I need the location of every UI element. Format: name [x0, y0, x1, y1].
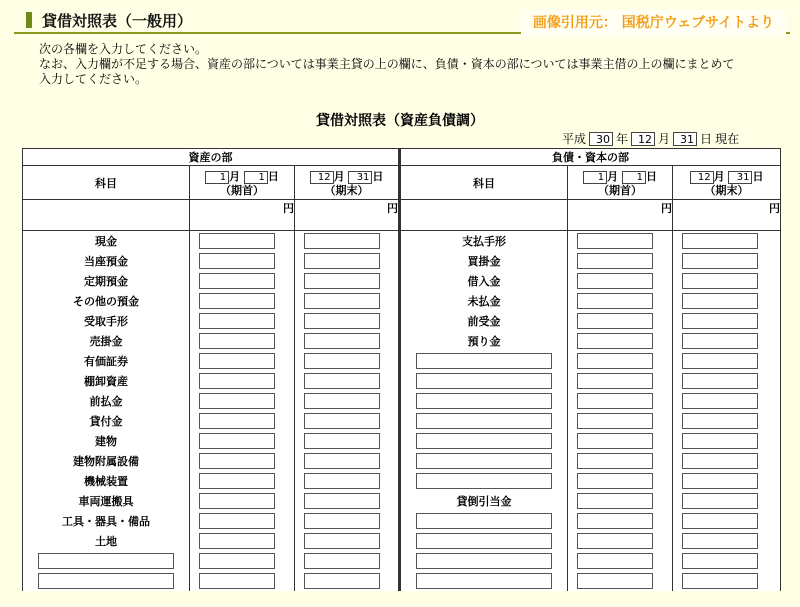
liability-end-amount-input[interactable] — [682, 433, 758, 449]
asset-start-amount-input[interactable] — [199, 453, 275, 469]
report-date — [562, 130, 739, 147]
asset-item-label: 工具・器具・備品 — [23, 511, 190, 531]
liability-item-label: 未払金 — [400, 291, 568, 311]
liability-end-amount-input[interactable] — [682, 333, 758, 349]
asset-end-amount-input[interactable] — [304, 353, 380, 369]
liability-end-amount-input[interactable] — [682, 353, 758, 369]
start-month-unit: 月 — [229, 169, 241, 183]
liability-start-amount-input[interactable] — [577, 233, 653, 249]
liability-item-name-input[interactable] — [416, 393, 552, 409]
table-row — [23, 371, 781, 391]
liability-item-name-cell — [400, 511, 568, 531]
end-month-unit: 月 — [333, 169, 345, 183]
assets-end-month-field[interactable]: 12 — [310, 171, 334, 184]
table-row — [23, 231, 781, 252]
asset-start-amount-input[interactable] — [199, 313, 275, 329]
liabilities-end-day-field[interactable]: 31 — [728, 171, 752, 184]
liability-end-amount-input[interactable] — [682, 493, 758, 509]
liability-end-amount-input[interactable] — [682, 473, 758, 489]
period-start-label: （期首） — [598, 183, 643, 197]
table-row — [23, 391, 781, 411]
asset-end-amount-input[interactable] — [304, 513, 380, 529]
balance-sheet-caption: 貸借対照表（資産負債調） — [316, 113, 484, 129]
liability-end-amount-input[interactable] — [682, 413, 758, 429]
liability-item-name-cell — [400, 391, 568, 411]
asset-start-amount-input[interactable] — [199, 513, 275, 529]
assets-start-header — [190, 166, 295, 200]
asset-end-amount-input[interactable] — [304, 493, 380, 509]
asset-start-amount-input[interactable] — [199, 353, 275, 369]
liability-start-amount-input[interactable] — [577, 453, 653, 469]
liability-item-name-cell — [400, 431, 568, 451]
asset-start-amount-input[interactable] — [199, 473, 275, 489]
liability-end-amount-input[interactable] — [682, 293, 758, 309]
liability-end-amount-input[interactable] — [682, 253, 758, 269]
instruction-line-1: 次の各欄を入力してください。 — [39, 42, 208, 56]
era-label: 平成 — [562, 132, 587, 146]
asset-start-amount-input[interactable] — [199, 333, 275, 349]
end-day-unit: 日 — [372, 169, 384, 183]
liability-item-name-input[interactable] — [416, 433, 552, 449]
asset-start-amount-input[interactable] — [199, 273, 275, 289]
end-day-unit: 日 — [752, 169, 764, 183]
asset-end-amount-input[interactable] — [304, 373, 380, 389]
liability-item-name-input[interactable] — [416, 453, 552, 469]
assets-start-month-field[interactable]: 1 — [205, 171, 229, 184]
report-year-field[interactable]: 30 — [589, 132, 613, 146]
asset-end-amount-input[interactable] — [304, 473, 380, 489]
asset-item-label: 前払金 — [23, 391, 190, 411]
liability-start-amount-input[interactable] — [577, 513, 653, 529]
table-row — [23, 451, 781, 471]
year-unit: 年 — [616, 132, 629, 146]
asset-start-amount-input[interactable] — [199, 293, 275, 309]
liability-item-name-input[interactable] — [416, 513, 552, 529]
asset-end-amount-input[interactable] — [304, 453, 380, 469]
period-end-label: （期末） — [324, 183, 369, 197]
liability-item-label: 前受金 — [400, 311, 568, 331]
instruction-line-3: 入力してください。 — [39, 72, 148, 86]
liabilities-start-day-field[interactable]: 1 — [622, 171, 646, 184]
day-unit: 日 — [700, 132, 713, 146]
table-row — [23, 511, 781, 531]
asset-end-amount-input[interactable] — [304, 293, 380, 309]
asset-end-amount-input[interactable] — [304, 553, 380, 569]
month-unit: 月 — [658, 132, 671, 146]
asset-item-name-cell — [23, 571, 190, 591]
asset-item-label: 定期預金 — [23, 271, 190, 291]
asset-end-amount-input[interactable] — [304, 413, 380, 429]
asset-end-amount-input[interactable] — [304, 393, 380, 409]
liability-start-amount-input[interactable] — [577, 433, 653, 449]
liability-start-amount-input[interactable] — [577, 553, 653, 569]
liabilities-start-header — [568, 166, 673, 200]
liability-start-amount-input[interactable] — [577, 273, 653, 289]
report-month-field[interactable]: 12 — [631, 132, 655, 146]
liability-item-name-input[interactable] — [416, 473, 552, 489]
assets-end-header — [295, 166, 400, 200]
asset-end-amount-input[interactable] — [304, 233, 380, 249]
assets-subject-header: 科目 — [23, 166, 190, 200]
start-day-unit: 日 — [267, 169, 279, 183]
liability-end-amount-input[interactable] — [682, 453, 758, 469]
liability-start-amount-input[interactable] — [577, 353, 653, 369]
asset-item-label: 貸付金 — [23, 411, 190, 431]
asset-start-amount-input[interactable] — [199, 253, 275, 269]
liability-item-name-input[interactable] — [416, 573, 552, 589]
liability-end-amount-input[interactable] — [682, 233, 758, 249]
report-day-field[interactable]: 31 — [673, 132, 697, 146]
liability-start-amount-input[interactable] — [577, 333, 653, 349]
image-credit: 画像引用元： 国税庁ウェブサイトより — [521, 10, 786, 36]
table-row — [23, 271, 781, 291]
unit-label: 円 — [673, 200, 781, 231]
liability-start-amount-input[interactable] — [577, 573, 653, 589]
table-row — [23, 571, 781, 591]
table-row — [23, 471, 781, 491]
liability-item-name-input[interactable] — [416, 413, 552, 429]
liability-item-name-input[interactable] — [416, 373, 552, 389]
liability-start-amount-input[interactable] — [577, 313, 653, 329]
table-row — [23, 251, 781, 271]
liability-item-label: 貸倒引当金 — [400, 491, 568, 511]
asset-start-amount-input[interactable] — [199, 373, 275, 389]
liability-end-amount-input[interactable] — [682, 513, 758, 529]
start-month-unit: 月 — [607, 169, 619, 183]
asset-start-amount-input[interactable] — [199, 393, 275, 409]
liability-start-amount-input[interactable] — [577, 533, 653, 549]
liability-end-amount-input[interactable] — [682, 273, 758, 289]
asset-start-amount-input[interactable] — [199, 553, 275, 569]
table-row — [23, 411, 781, 431]
liability-start-amount-input[interactable] — [577, 253, 653, 269]
asset-item-name-cell — [23, 551, 190, 571]
asset-item-label: 当座預金 — [23, 251, 190, 271]
table-row — [23, 551, 781, 571]
liability-end-amount-input[interactable] — [682, 533, 758, 549]
asset-item-label: 建物 — [23, 431, 190, 451]
asset-end-amount-input[interactable] — [304, 313, 380, 329]
asset-start-amount-input[interactable] — [199, 413, 275, 429]
asset-item-label: 現金 — [23, 231, 190, 252]
liability-start-amount-input[interactable] — [577, 473, 653, 489]
liability-start-amount-input[interactable] — [577, 293, 653, 309]
asset-item-label: 有価証券 — [23, 351, 190, 371]
liability-item-label: 支払手形 — [400, 231, 568, 252]
liabilities-end-header — [673, 166, 781, 200]
unit-label: 円 — [295, 200, 400, 231]
asset-start-amount-input[interactable] — [199, 233, 275, 249]
asset-item-label: 建物附属設備 — [23, 451, 190, 471]
instruction-line-2: なお、入力欄が不足する場合、資産の部については事業主貸の上の欄に、負債・資本の部については事業主借の上の欄にまとめて — [39, 57, 735, 71]
balance-sheet-table — [22, 148, 781, 591]
table-row — [23, 351, 781, 371]
asset-end-amount-input[interactable] — [304, 333, 380, 349]
liability-item-name-cell — [400, 471, 568, 491]
liability-item-name-cell — [400, 531, 568, 551]
asset-start-amount-input[interactable] — [199, 533, 275, 549]
liability-item-label: 買掛金 — [400, 251, 568, 271]
unit-label: 円 — [190, 200, 295, 231]
asset-item-label: 棚卸資産 — [23, 371, 190, 391]
table-row — [23, 431, 781, 451]
liability-end-amount-input[interactable] — [682, 313, 758, 329]
liability-start-amount-input[interactable] — [577, 373, 653, 389]
asset-start-amount-input[interactable] — [199, 493, 275, 509]
table-row — [23, 531, 781, 551]
liability-item-name-cell — [400, 551, 568, 571]
liability-start-amount-input[interactable] — [577, 413, 653, 429]
liability-item-name-cell — [400, 411, 568, 431]
end-month-unit: 月 — [713, 169, 725, 183]
as-of-label: 現在 — [715, 132, 740, 146]
asset-end-amount-input[interactable] — [304, 273, 380, 289]
table-row — [23, 311, 781, 331]
assets-end-day-field[interactable]: 31 — [348, 171, 372, 184]
instructions — [39, 42, 735, 87]
table-row — [23, 291, 781, 311]
liability-item-name-cell — [400, 371, 568, 391]
table-row — [23, 491, 781, 511]
liability-item-name-input[interactable] — [416, 353, 552, 369]
unit-label: 円 — [568, 200, 673, 231]
asset-end-amount-input[interactable] — [304, 533, 380, 549]
asset-item-label: 受取手形 — [23, 311, 190, 331]
liability-item-name-cell — [400, 451, 568, 471]
liabilities-section-header: 負債・資本の部 — [400, 149, 781, 166]
liability-item-name-cell — [400, 571, 568, 591]
page-title: 貸借対照表（一般用） — [42, 12, 193, 30]
liability-item-label: 借入金 — [400, 271, 568, 291]
asset-item-label: 売掛金 — [23, 331, 190, 351]
liability-end-amount-input[interactable] — [682, 373, 758, 389]
liability-end-amount-input[interactable] — [682, 393, 758, 409]
start-day-unit: 日 — [645, 169, 657, 183]
period-end-label: （期末） — [704, 183, 749, 197]
liability-item-name-cell — [400, 351, 568, 371]
liability-end-amount-input[interactable] — [682, 553, 758, 569]
asset-end-amount-input[interactable] — [304, 433, 380, 449]
asset-end-amount-input[interactable] — [304, 253, 380, 269]
asset-start-amount-input[interactable] — [199, 433, 275, 449]
asset-item-label: その他の預金 — [23, 291, 190, 311]
liability-item-name-input[interactable] — [416, 553, 552, 569]
asset-end-amount-input[interactable] — [304, 573, 380, 589]
liability-end-amount-input[interactable] — [682, 573, 758, 589]
liability-start-amount-input[interactable] — [577, 493, 653, 509]
assets-section-header: 資産の部 — [23, 149, 400, 166]
liability-item-name-input[interactable] — [416, 533, 552, 549]
liabilities-end-month-field[interactable]: 12 — [690, 171, 714, 184]
liabilities-start-month-field[interactable]: 1 — [583, 171, 607, 184]
assets-start-day-field[interactable]: 1 — [244, 171, 268, 184]
liability-start-amount-input[interactable] — [577, 393, 653, 409]
asset-item-name-input[interactable] — [38, 573, 174, 589]
asset-item-label: 機械装置 — [23, 471, 190, 491]
asset-item-label: 車両運搬具 — [23, 491, 190, 511]
liability-item-label: 預り金 — [400, 331, 568, 351]
title-marker-icon — [26, 12, 32, 28]
asset-start-amount-input[interactable] — [199, 573, 275, 589]
period-start-label: （期首） — [220, 183, 264, 197]
table-row — [23, 331, 781, 351]
liabilities-subject-header: 科目 — [400, 166, 568, 200]
asset-item-name-input[interactable] — [38, 553, 174, 569]
asset-item-label: 土地 — [23, 531, 190, 551]
